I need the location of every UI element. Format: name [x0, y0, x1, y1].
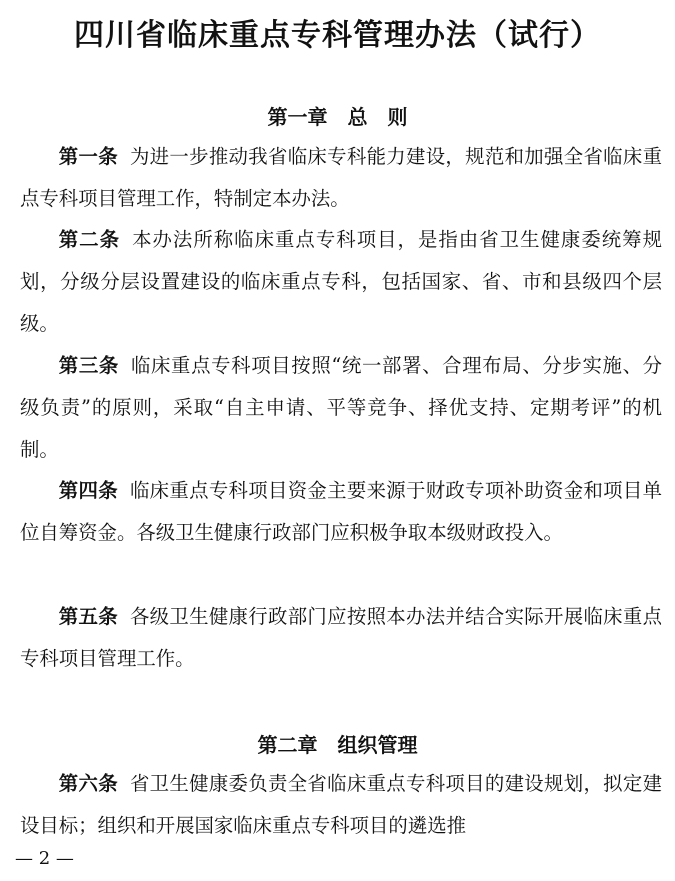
article-paragraph [20, 763, 662, 847]
article-label: 第二条 [58, 228, 121, 251]
article-text: 各级卫生健康行政部门应按照本办法并结合实际开展临床重点专科项目管理工作。 [20, 605, 663, 670]
document-title: 四川省临床重点专科管理办法（试行） [74, 18, 601, 53]
article-label: 第三条 [58, 354, 119, 377]
article-text: 临床重点专科项目按照“统一部署、合理布局、分步实施、分级负责”的原则，采取“自主申请、平等竞争、择优支持、定期考评”的机制。 [20, 354, 662, 461]
article-paragraph [20, 345, 662, 471]
article-text: 本办法所称临床重点专科项目，是指由省卫生健康委统筹规划，分级分层设置建设的临床重点专科，包括国家、省、市和县级四个层级。 [20, 228, 662, 335]
article-paragraph [20, 219, 662, 345]
article-label: 第四条 [58, 479, 118, 502]
chapter-heading: 第一章 总 则 [267, 105, 408, 129]
article-paragraph [20, 470, 662, 554]
article-paragraph [20, 596, 662, 680]
article-text: 省卫生健康委负责全省临床重点专科项目的建设规划，拟定建设目标；组织和开展国家临床重点专科项目的遴选推 [20, 772, 663, 837]
article-label: 第六条 [58, 772, 118, 795]
article-label: 第一条 [58, 145, 118, 168]
article-text: 为进一步推动我省临床专科能力建设，规范和加强全省临床重点专科项目管理工作，特制定本办法。 [20, 145, 663, 210]
article-paragraph [20, 136, 662, 220]
article-text: 临床重点专科项目资金主要来源于财政专项补助资金和项目单位自筹资金。各级卫生健康行政部门应积极争取本级财政投入。 [20, 479, 663, 544]
page-number: — 2 — [15, 848, 74, 869]
chapter-heading: 第二章 组织管理 [257, 733, 418, 757]
article-label: 第五条 [58, 605, 118, 628]
